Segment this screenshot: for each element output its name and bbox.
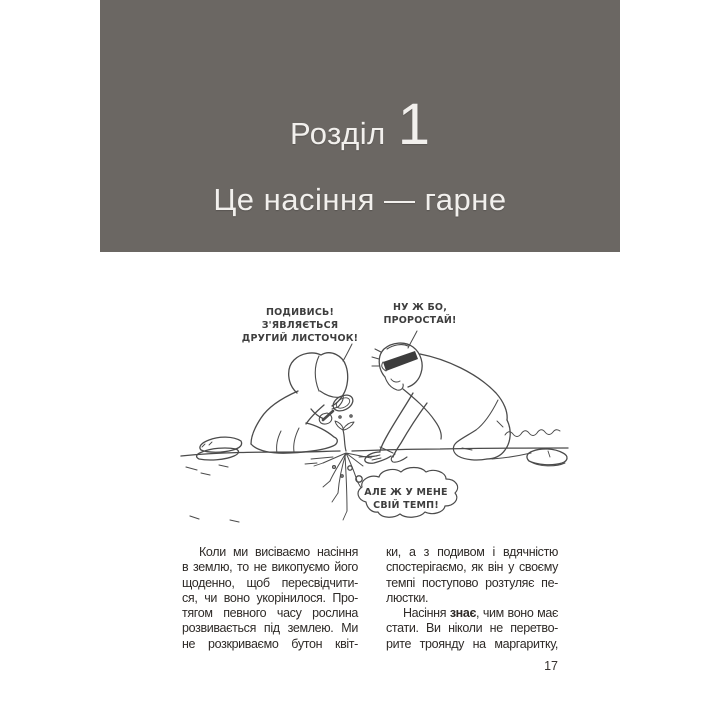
body-line: спостерігаємо, як він у своєму [386, 560, 558, 575]
speech-bubble-girl [238, 306, 362, 345]
body-line: люстки. [386, 590, 429, 605]
body-line: рите троянду на маргаритку, [386, 636, 558, 651]
girl-figure [197, 353, 348, 460]
text-column-left [182, 545, 358, 652]
speech-line: ПОДИВИСЬ! [266, 307, 334, 318]
chapter-number: 1 [397, 92, 431, 157]
speech-line: З'ЯВЛЯЄТЬСЯ [261, 320, 339, 331]
body-line-segment: , чим воно має [476, 606, 558, 621]
speech-line: ДРУГИЙ ЛИСТОЧОК! [241, 333, 359, 344]
chapter-label: Розділ [289, 116, 386, 151]
chapter-header [100, 0, 620, 252]
goggles [383, 351, 418, 371]
chapter-title: Це насіння — гарне [213, 182, 507, 217]
text-column-right [386, 545, 558, 652]
body-line: не розкриваємо бутон квіт- [182, 636, 358, 651]
body-line: ки, а з подивом і вдячністю [386, 545, 558, 559]
body-text [182, 545, 558, 652]
thought-line: СВІЙ ТЕМП! [373, 500, 439, 511]
body-line: в землю, то не викопуємо його [182, 560, 358, 575]
thought-line: АЛЕ Ж У МЕНЕ [364, 487, 448, 498]
thought-bubble-seed [353, 486, 459, 512]
body-line: щоденно, щоб пересвідчити- [182, 575, 358, 590]
body-line [386, 606, 558, 621]
body-line: стати. Ви ніколи не перетво- [386, 621, 558, 636]
body-line: розвивається під землею. Ми [182, 621, 358, 636]
body-line: темпі поступово розтуляє пе- [386, 575, 558, 590]
chapter-heading [100, 92, 620, 157]
speech-line: ПРОРОСТАЙ! [383, 315, 457, 326]
body-line: ся, чи воно укорінилося. Про- [182, 590, 358, 605]
body-line-bold-word: знає [449, 606, 477, 621]
speech-bubble-boy [368, 301, 472, 327]
page-number: 17 [544, 659, 558, 673]
speech-line: НУ Ж БО, [392, 302, 448, 313]
body-line: Коли ми висіваємо насіння [199, 545, 358, 559]
body-line-segment: Насіння [403, 606, 450, 621]
body-line: тягом певного часу рослина [182, 606, 358, 621]
